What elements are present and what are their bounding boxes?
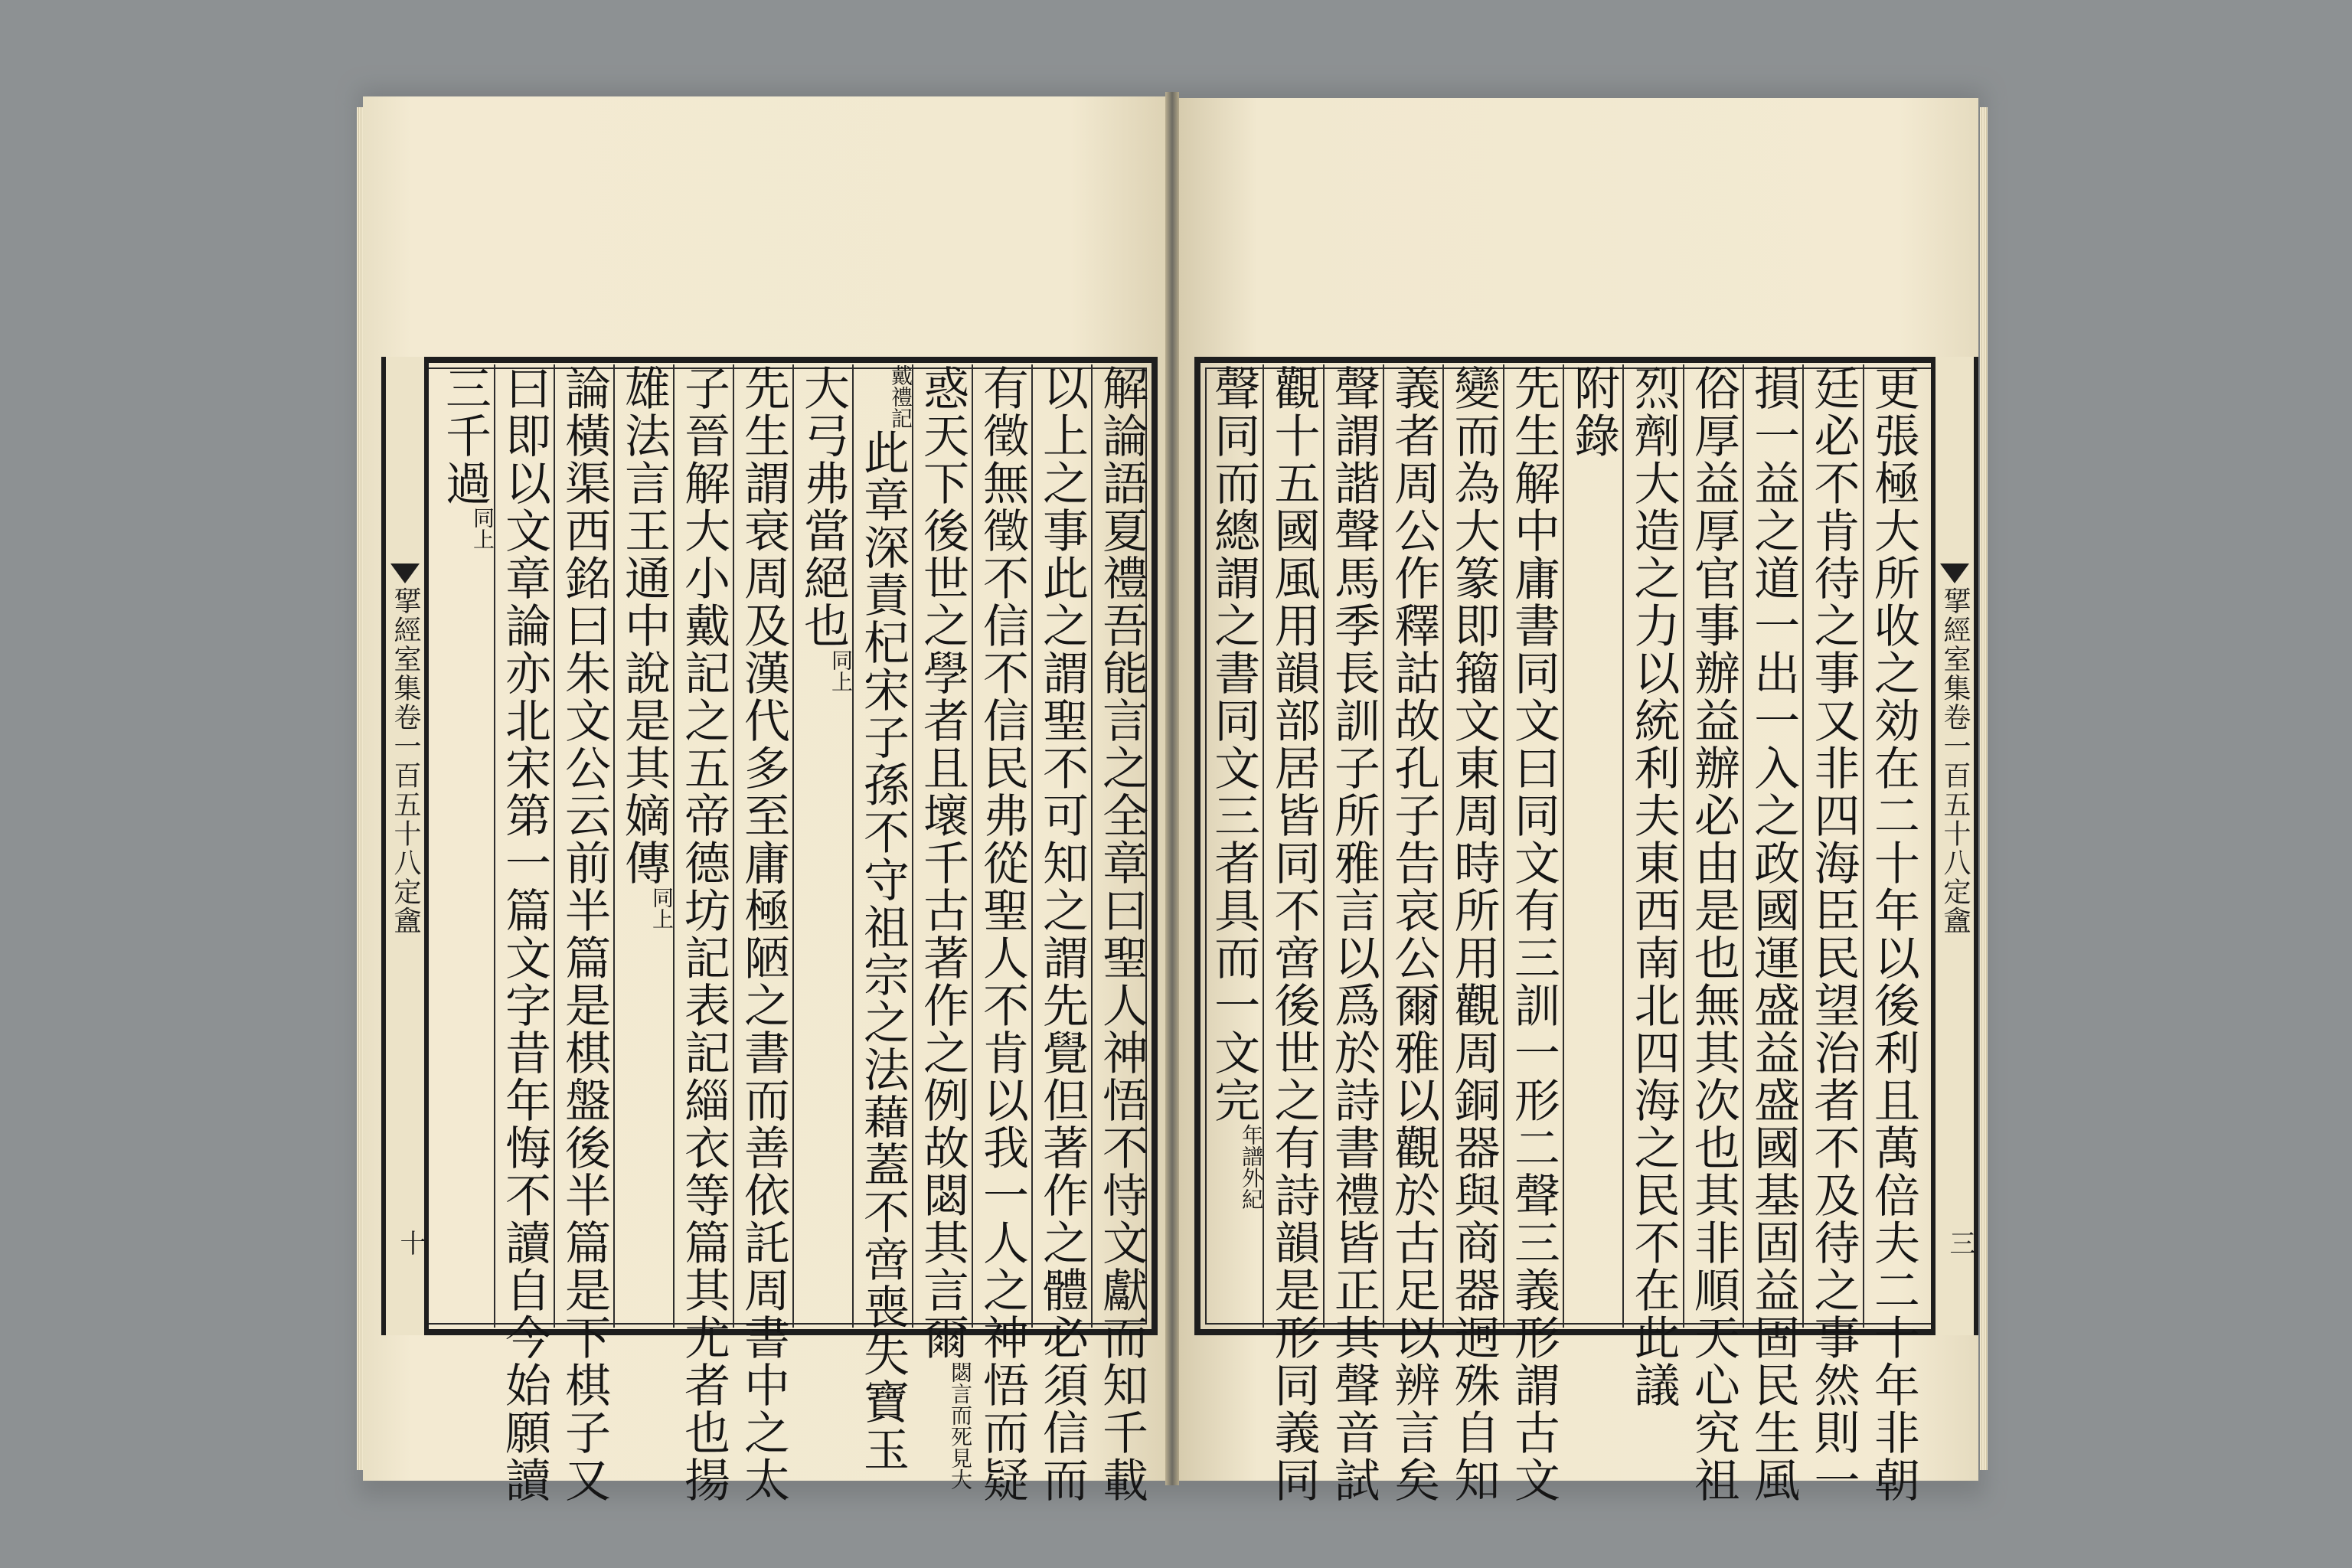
interlinear-note: 同上 <box>649 887 675 929</box>
right-page-edges <box>1980 107 1988 1470</box>
column-text: 先生謂衰周及漢代多至庸極陋之書而善依託周書中之太 <box>737 364 790 1504</box>
text-column <box>1740 364 1806 1504</box>
column-text: 解論語夏禮吾能言之全章曰聖人神悟不恃文獻而知千載 <box>1095 364 1148 1504</box>
right-page-heart <box>1931 357 1978 1335</box>
interlinear-note: 閟言而死見大 <box>948 1361 973 1490</box>
text-column <box>790 364 856 1328</box>
column-text: 聲同而總謂之書同文三者具而一文完 <box>1207 364 1261 1124</box>
column-text: 觀十五國風用韻部居皆同不啻後世之有詩韻是形同義同 <box>1266 364 1321 1504</box>
text-column <box>850 364 916 1473</box>
left-columns <box>435 364 1152 1504</box>
column-text: 聲謂諧聲馬季長訓子所雅言以爲於詩書禮皆正其聲音試 <box>1326 364 1380 1504</box>
text-column <box>1681 364 1746 1504</box>
text-column <box>1501 364 1566 1504</box>
interlinear-note: 同上 <box>828 649 854 692</box>
column-text: 廷必不肯待之事又非四海臣民望治者不及待之事然則一 <box>1806 364 1860 1504</box>
heart-page-number: 十 <box>395 1230 426 1256</box>
heart-page-number: 三 <box>1945 1230 1975 1256</box>
text-column <box>1029 364 1095 1504</box>
text-column <box>969 364 1035 1504</box>
column-text: 惑天下後世之學者且壞千古著作之例故閟其言爾 <box>916 364 969 1361</box>
column-text: 損一益之道一出一入之政國運盛益盛國基固益固民生風 <box>1746 364 1801 1504</box>
column-text: 有徵無徵不信不信民弗從聖人不肯以我一人之神悟而疑 <box>975 364 1029 1504</box>
column-text: 變而為大篆即籀文東周時所用觀周銅器與商器迥殊自知 <box>1446 364 1501 1504</box>
interlinear-note: 戴禮記 <box>888 364 913 429</box>
text-column <box>1560 364 1626 1328</box>
text-column <box>910 364 975 1490</box>
column-text: 附錄 <box>1566 364 1621 459</box>
interlinear-note: 年譜外紀 <box>1239 1124 1265 1210</box>
column-text: 三千過 <box>438 364 492 507</box>
column-text: 先生解中庸書同文曰同文有三訓一形二聲三義形謂古文 <box>1506 364 1560 1504</box>
text-column <box>492 364 557 1504</box>
text-column <box>551 364 617 1504</box>
column-text: 烈劑大造之力以統利夫東西南北四海之民不在此議 <box>1626 364 1681 1409</box>
text-column <box>1321 364 1387 1504</box>
text-column <box>1089 364 1155 1504</box>
left-page-heart <box>381 357 429 1335</box>
book-gutter <box>1165 92 1179 1485</box>
text-column <box>1860 364 1926 1504</box>
text-column <box>1801 364 1867 1504</box>
column-text: 更張極大所收之効在二十年以後利且萬倍夫二十年非朝 <box>1866 364 1920 1504</box>
right-columns <box>1204 364 1923 1504</box>
column-text: 子晉解大小戴記之五帝德坊記表記緇衣等篇其尤者也揚 <box>677 364 730 1504</box>
text-column <box>1380 364 1446 1504</box>
column-text: 論橫渠西銘曰朱文公云前半篇是棋盤後半篇是下棋子又 <box>557 364 611 1504</box>
text-column <box>1621 364 1687 1409</box>
column-text-continued: 此章深責杞宋子孫不守祖宗之法藉蓋不啻喪失寶玉 <box>856 429 910 1473</box>
heart-title: 揅經室集卷一百五十八定盦 <box>1939 586 1971 936</box>
fish-tail-mark <box>1940 564 1969 583</box>
text-column <box>1441 364 1507 1504</box>
fish-tail-mark <box>390 564 420 583</box>
interlinear-note: 同上 <box>470 507 495 550</box>
column-text: 義者周公作釋詁故孔子告哀公爾雅以觀於古足以辨言矣 <box>1387 364 1441 1504</box>
text-column <box>671 364 737 1504</box>
column-text: 以上之事此之謂聖不可知之謂先覺但著作之體必須信而 <box>1035 364 1089 1504</box>
text-column <box>1200 364 1266 1328</box>
column-text: 雄法言王通中說是其嫡傳 <box>617 364 671 887</box>
text-column <box>611 364 677 1328</box>
text-column <box>432 364 498 1328</box>
text-column <box>730 364 796 1504</box>
column-text: 俗厚益厚官事辦益辦必由是也無其次也其非順天心究祖 <box>1686 364 1740 1504</box>
column-text: 曰即以文章論亦北宋第一篇文字昔年悔不讀自今始願讀 <box>498 364 551 1504</box>
heart-title: 揅經室集卷一百五十八定盦 <box>390 586 421 936</box>
text-column <box>1261 364 1327 1504</box>
column-text: 大弓弗當絕也 <box>796 364 850 649</box>
